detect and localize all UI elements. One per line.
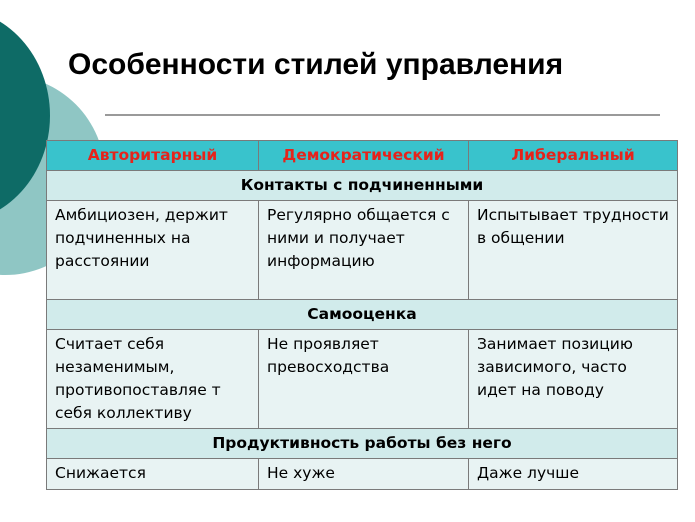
table-row [47,201,678,300]
table-cell: Амбициозен, держит подчиненных на расстоянии [47,201,259,300]
title-divider [105,114,660,116]
table-cell: Регулярно общается с ними и получает информацию [259,201,469,300]
table-cell: Не хуже [259,459,469,490]
table-cell: Испытывает трудности в общении [469,201,678,300]
header-democratic: Демократический [259,141,469,171]
section-title-self-esteem: Самооценка [47,300,678,330]
header-liberal: Либеральный [469,141,678,171]
section-row [47,171,678,201]
section-title-contacts: Контакты с подчиненными [47,171,678,201]
header-authoritarian: Авторитарный [47,141,259,171]
table-row [47,459,678,490]
section-row [47,300,678,330]
section-title-productivity: Продуктивность работы без него [47,429,678,459]
table-header-row [47,141,678,171]
table-row [47,330,678,429]
table-cell: Не проявляет превосходства [259,330,469,429]
section-row [47,429,678,459]
table-cell: Занимает позицию зависимого, часто идет на поводу [469,330,678,429]
slide-title: Особенности стилей управления [68,48,564,81]
table-cell: Снижается [47,459,259,490]
management-styles-table [46,140,678,490]
table-cell: Даже лучше [469,459,678,490]
table-cell: Считает себя незаменимым, противопоставляе т себя коллективу [47,330,259,429]
